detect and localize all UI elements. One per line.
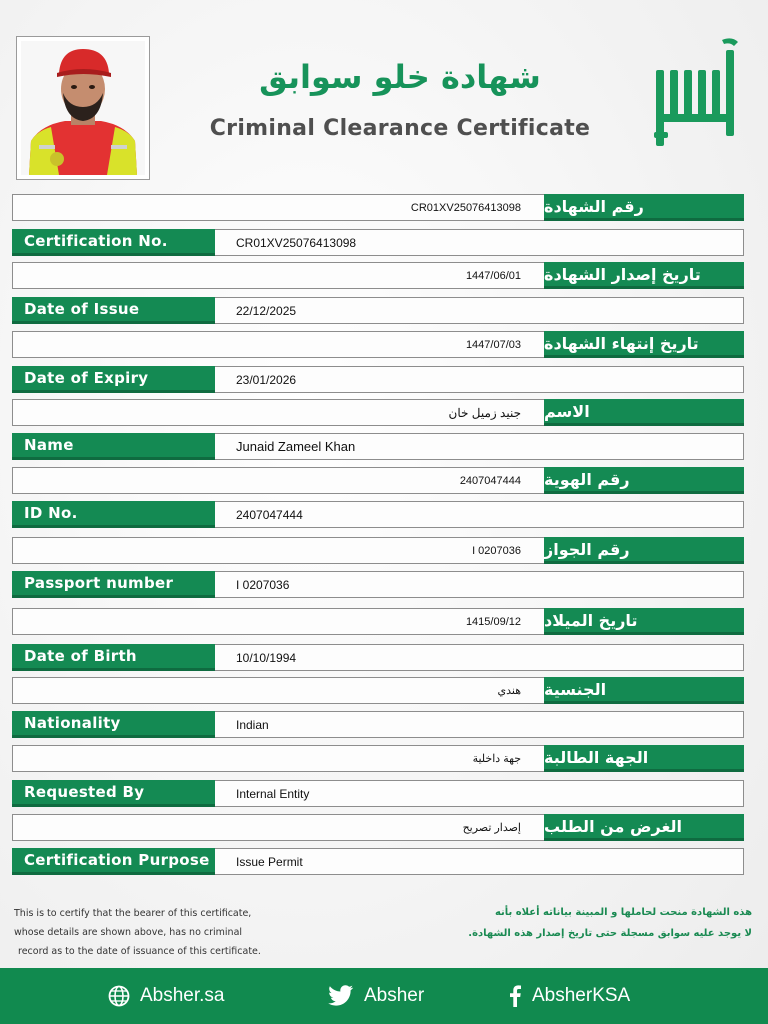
row-passport-number	[12, 571, 744, 598]
value-name: Junaid Zameel Khan	[236, 439, 356, 454]
value-certification-no: CR01XV25076413098	[236, 235, 357, 250]
value-issue-date-hijri: 1447/06/01	[465, 269, 521, 282]
footer-website-label: Absher.sa	[140, 985, 225, 1006]
label-passport-ar: رقم الجواز	[544, 537, 744, 564]
value-expiry-date-hijri: 1447/07/03	[465, 338, 521, 351]
value-id-no: 2407047444	[236, 507, 303, 522]
footer-website[interactable]	[108, 968, 225, 1024]
holder-photo	[16, 36, 150, 180]
row-nationality-ar	[12, 677, 744, 704]
facebook-icon	[508, 985, 522, 1007]
value-certificate-no-ar: CR01XV25076413098	[410, 201, 521, 214]
row-certification-no	[12, 229, 744, 256]
label-id-no: ID No.	[12, 501, 215, 528]
label-name-ar: الاسم	[544, 399, 744, 426]
row-name	[12, 433, 744, 460]
row-expiry-date-ar	[12, 331, 744, 358]
value-requested-by-ar: جهة داخلية	[472, 753, 521, 765]
certification-note-ar	[430, 902, 752, 944]
label-birth-date-ar: تاريخ الميلاد	[544, 608, 744, 635]
footer-twitter-label: Absher	[364, 985, 425, 1006]
row-certification-purpose	[12, 848, 744, 875]
value-passport-ar: I 0207036	[472, 544, 521, 557]
value-purpose-ar: إصدار تصريح	[462, 822, 521, 834]
row-requested-by-ar	[12, 745, 744, 772]
footer-twitter[interactable]	[328, 968, 424, 1024]
label-passport-number: Passport number	[12, 571, 215, 598]
value-certification-purpose: Issue Permit	[236, 854, 303, 869]
footer-bar	[0, 968, 768, 1024]
value-name-ar: جنيد زميل خان	[448, 405, 521, 420]
label-issue-date-ar: تاريخ إصدار الشهادة	[544, 262, 744, 289]
value-date-of-birth: 10/10/1994	[236, 650, 297, 665]
row-id-no-ar	[12, 467, 744, 494]
note-ar-line-2: لا يوجد عليه سوابق مسجلة حتى تاريخ إصدار هذه الشهادة.	[468, 928, 752, 939]
label-date-of-expiry: Date of Expiry	[12, 366, 215, 393]
label-expiry-date-ar: تاريخ إنتهاء الشهادة	[544, 331, 744, 358]
label-date-of-issue: Date of Issue	[12, 297, 215, 324]
title-arabic: شهادة خلو سوابق	[259, 58, 541, 96]
label-certification-purpose: Certification Purpose	[12, 848, 215, 875]
row-id-no	[12, 501, 744, 528]
note-en-line-2: whose details are shown above, has no criminal	[14, 927, 243, 938]
row-purpose-ar	[12, 814, 744, 841]
footer-facebook-label: AbsherKSA	[532, 985, 631, 1006]
row-requested-by	[12, 780, 744, 807]
label-date-of-birth: Date of Birth	[12, 644, 215, 671]
value-nationality: Indian	[236, 717, 269, 732]
absher-logo	[652, 36, 742, 152]
label-requested-by-ar: الجهة الطالبة	[544, 745, 744, 772]
note-en-line-1: This is to certify that the bearer of this certificate,	[14, 908, 252, 919]
row-date-of-birth	[12, 644, 744, 671]
row-certificate-no-ar	[12, 194, 744, 221]
globe-icon	[108, 985, 130, 1007]
row-date-of-issue	[12, 297, 744, 324]
row-date-of-expiry	[12, 366, 744, 393]
value-nationality-ar: هندي	[497, 685, 521, 697]
value-date-of-expiry: 23/01/2026	[236, 372, 297, 387]
row-birth-date-ar	[12, 608, 744, 635]
value-date-of-issue: 22/12/2025	[236, 303, 297, 318]
row-nationality	[12, 711, 744, 738]
person-photo-icon	[21, 41, 145, 175]
label-id-no-ar: رقم الهوية	[544, 467, 744, 494]
value-id-no-ar: 2407047444	[459, 474, 521, 487]
row-passport-ar	[12, 537, 744, 564]
footer-facebook[interactable]	[508, 968, 630, 1024]
value-passport-number: I 0207036	[236, 577, 290, 592]
title-english: Criminal Clearance Certificate	[209, 116, 591, 141]
label-nationality: Nationality	[12, 711, 215, 738]
label-certificate-no-ar: رقم الشهادة	[544, 194, 744, 221]
note-ar-line-1: هذه الشهادة منحت لحاملها و المبينة بياناته أعلاه بأنه	[494, 907, 752, 918]
twitter-icon	[328, 985, 354, 1007]
note-en-line-3: record as to the date of issuance of this certificate.	[18, 946, 261, 957]
row-issue-date-ar	[12, 262, 744, 289]
value-birth-date-hijri: 1415/09/12	[465, 615, 521, 628]
label-certification-no: Certification No.	[12, 229, 215, 256]
certification-note-en	[14, 904, 314, 961]
row-name-ar	[12, 399, 744, 426]
label-purpose-ar: الغرض من الطلب	[544, 814, 744, 841]
label-name: Name	[12, 433, 215, 460]
label-requested-by: Requested By	[12, 780, 215, 807]
label-nationality-ar: الجنسية	[544, 677, 744, 704]
value-requested-by: Internal Entity	[236, 786, 310, 801]
